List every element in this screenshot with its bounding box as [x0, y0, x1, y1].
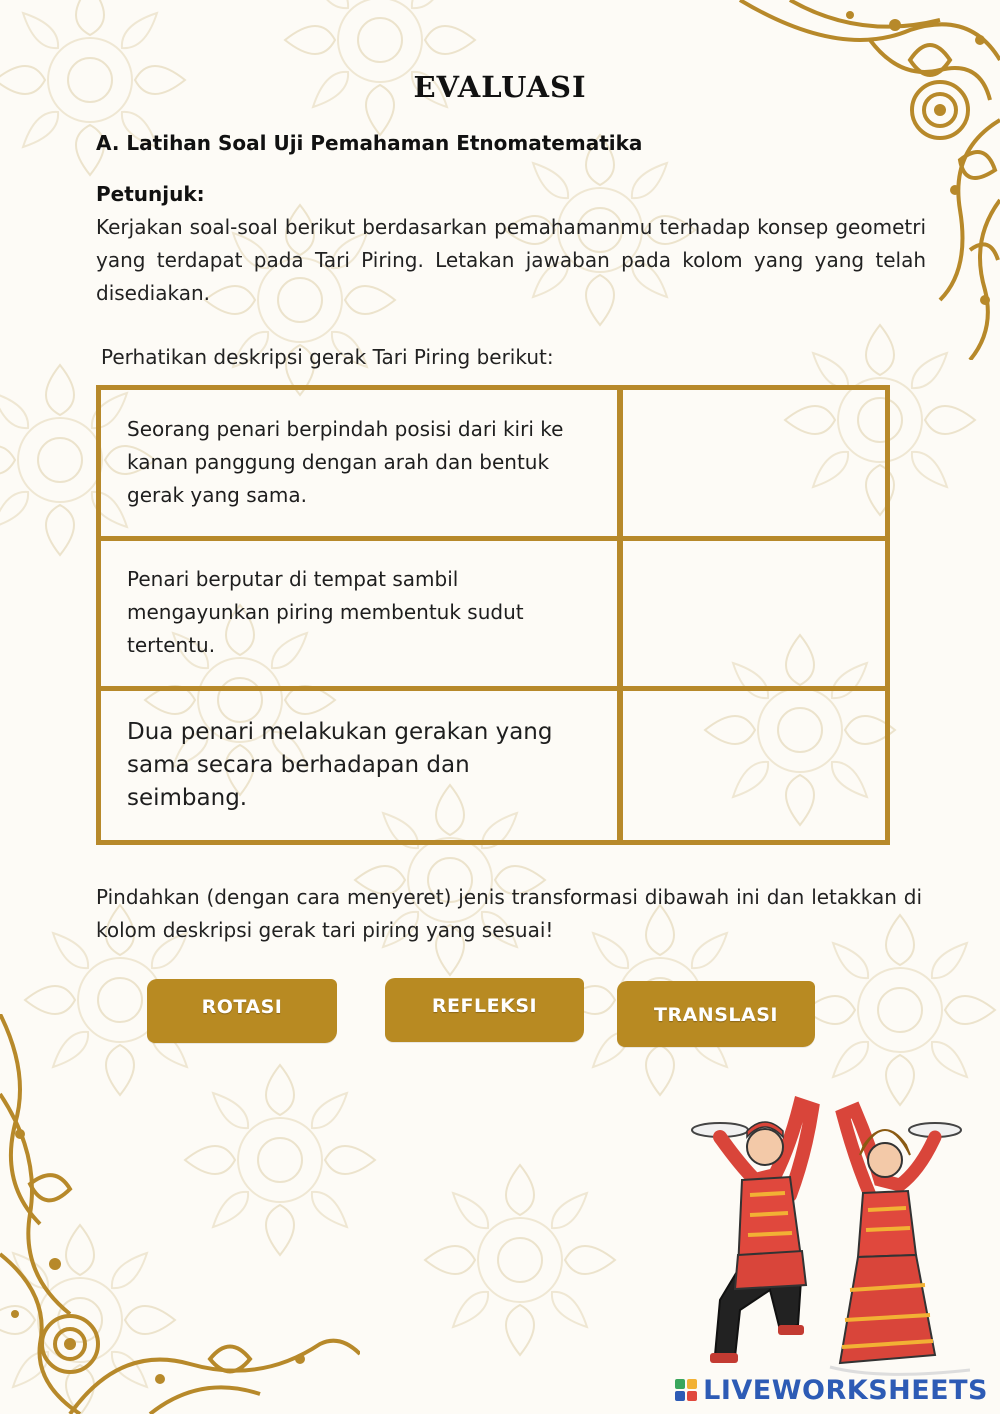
liveworksheets-logo-icon	[675, 1379, 699, 1403]
option-label: REFLEKSI	[431, 995, 538, 1017]
option-rotasi[interactable]	[147, 979, 337, 1043]
table-border	[885, 385, 890, 845]
option-translasi[interactable]	[617, 981, 815, 1047]
answer-drop-zone[interactable]	[626, 540, 885, 685]
description-text: Dua penari melakukan gerakan yang sama secara berhadapan dan seimbang.	[127, 718, 553, 811]
table-border	[96, 686, 890, 691]
instructions-label: Petunjuk:	[96, 182, 205, 206]
option-label: ROTASI	[201, 996, 283, 1018]
liveworksheets-brand[interactable]	[675, 1375, 988, 1406]
table-intro: Perhatikan deskripsi gerak Tari Piring berikut:	[101, 345, 554, 369]
table-border	[96, 840, 890, 845]
page-title: EVALUASI	[413, 70, 587, 104]
table-border	[617, 385, 623, 845]
description-text: Penari berputar di tempat sambil mengayunkan piring membentuk sudut tertentu.	[127, 567, 524, 657]
option-label: TRANSLASI	[654, 1004, 778, 1026]
dancers-illustration	[680, 1085, 980, 1385]
section-heading: A. Latihan Soal Uji Pemahaman Etnomatematika	[96, 131, 643, 155]
answer-drop-zone[interactable]	[626, 390, 885, 535]
answer-drop-zone[interactable]	[626, 690, 885, 840]
brand-name: LIVEWORKSHEETS	[703, 1375, 988, 1406]
description-cell	[101, 390, 616, 535]
table-border	[96, 536, 890, 541]
description-cell	[101, 540, 616, 685]
matching-table	[96, 385, 890, 845]
instructions-text: Kerjakan soal-soal berikut berdasarkan pemahamanmu terhadap konsep geometri yang terdapat pada Tari Piring. Letakan jawaban pada kolom yang yang telah disediakan.	[96, 215, 926, 305]
table-border	[96, 385, 101, 845]
table-border	[96, 385, 890, 390]
option-refleksi[interactable]	[385, 978, 584, 1042]
description-cell	[101, 690, 616, 840]
drag-instruction: Pindahkan (dengan cara menyeret) jenis transformasi dibawah ini dan letakkan di kolom deskripsi gerak tari piring yang sesuai!	[96, 885, 922, 942]
description-text: Seorang penari berpindah posisi dari kiri ke kanan panggung dengan arah dan bentuk gerak yang sama.	[127, 417, 564, 507]
